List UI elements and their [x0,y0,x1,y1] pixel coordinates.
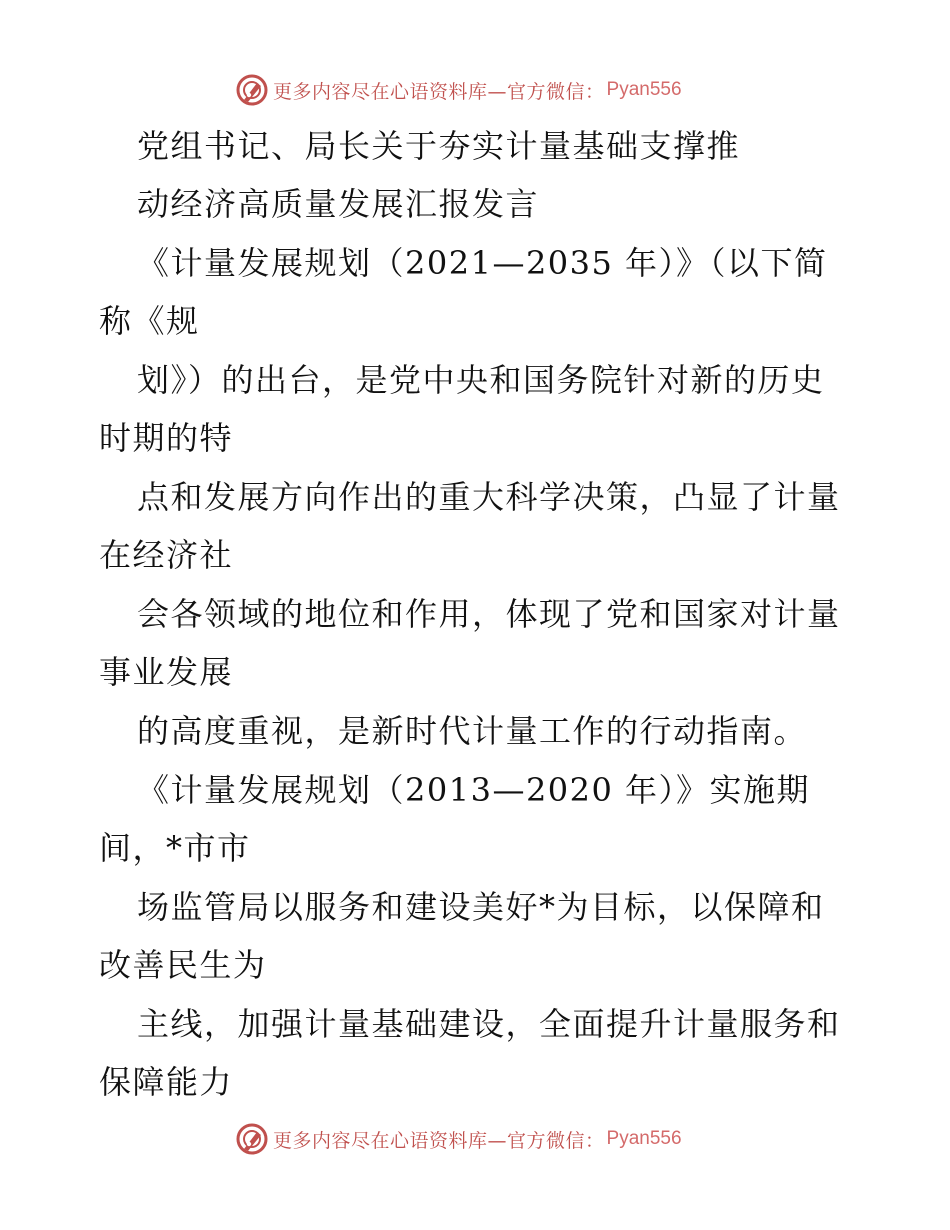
body-line: 《计量发展规划（2021—2035 年）》（以下简 [137,244,828,282]
seal-logo-icon [235,1122,269,1156]
seal-logo-icon [235,73,269,107]
body-line: 间，*市市 [99,829,251,867]
banner-text: 更多内容尽在心语资料库—官方微信： [273,80,605,103]
body-line: 时期的特 [99,419,234,457]
body-line: 保障能力 [99,1063,234,1101]
banner-wechat-id: Pyan556 [606,79,682,100]
header-banner [235,73,755,107]
body-line: 事业发展 [99,653,234,691]
body-line: 在经济社 [99,536,234,574]
body-line: 《计量发展规划（2013—2020 年）》实施期 [137,771,811,809]
body-line: 场监管局以服务和建设美好*为目标，以保障和 [137,888,825,926]
banner-wechat-id: Pyan556 [606,1128,682,1149]
banner-text: 更多内容尽在心语资料库—官方微信： [273,1129,605,1152]
footer-banner [235,1122,755,1156]
title-line-2: 动经济高质量发展汇报发言 [137,185,540,223]
body-line: 划》）的出台，是党中央和国务院针对新的历史 [137,361,825,399]
body-line: 的高度重视，是新时代计量工作的行动指南。 [137,712,808,750]
body-line: 主线，加强计量基础建设，全面提升计量服务和 [137,1005,841,1043]
body-line: 会各领域的地位和作用，体现了党和国家对计量 [137,595,841,633]
body-line: 点和发展方向作出的重大科学决策，凸显了计量 [137,478,841,516]
body-line: 改善民生为 [99,946,267,984]
body-line: 称《规 [99,302,200,340]
title-line-1: 党组书记、局长关于夯实计量基础支撑推 [137,127,741,165]
